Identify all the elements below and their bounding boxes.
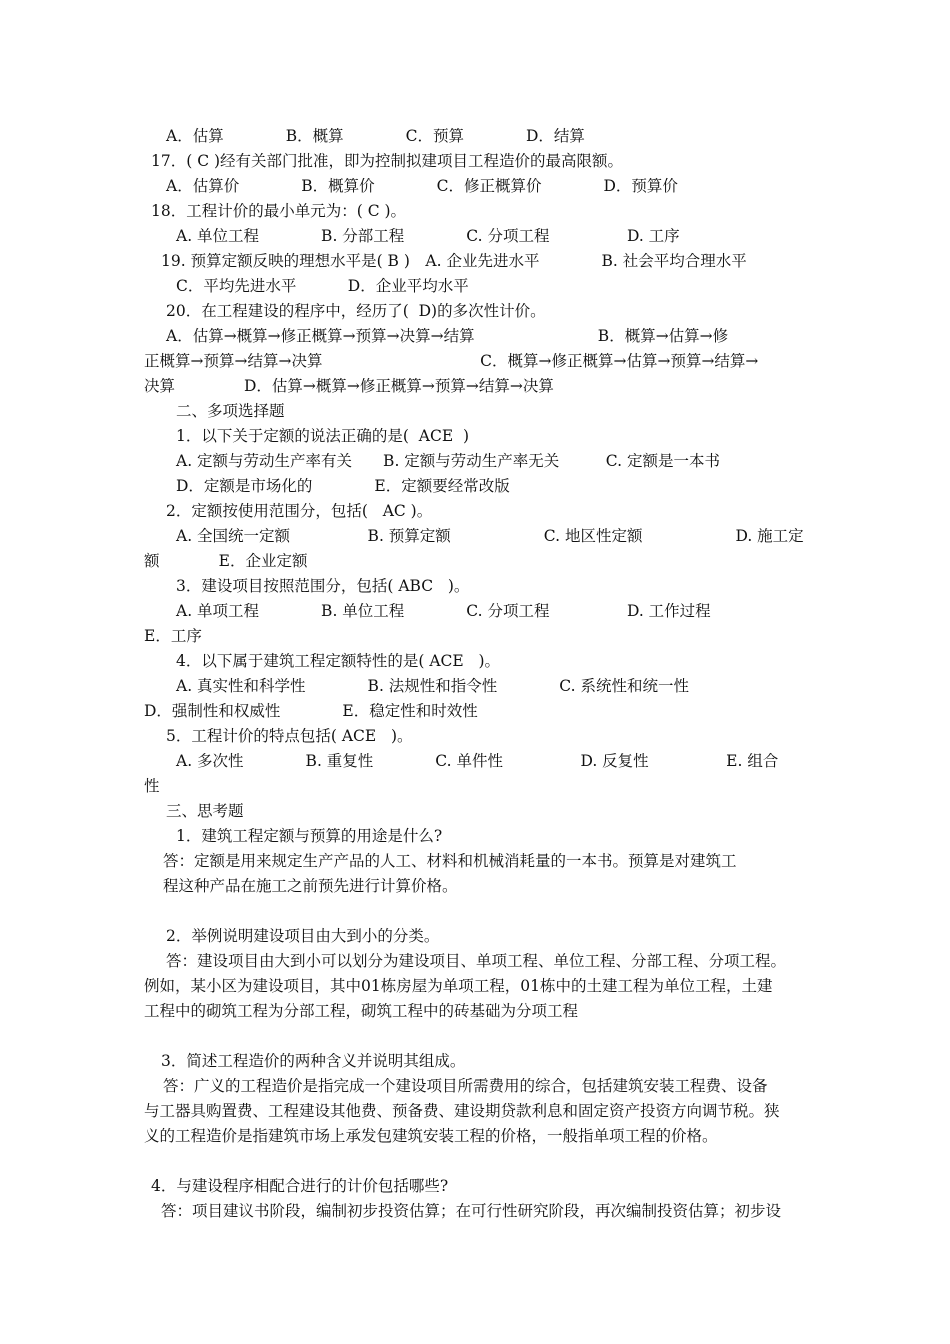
text-line: C．平均先进水平 D．企业平均水平 xyxy=(176,277,469,295)
text-line: 4．以下属于建筑工程定额特性的是( ACE )。 xyxy=(176,652,501,670)
text-line: 5．工程计价的特点包括( ACE )。 xyxy=(166,727,413,745)
text-line: A．估算→概算→修正概算→预算→决算→结算 B．概算→估算→修 xyxy=(166,327,729,345)
text-line: 4．与建设程序相配合进行的计价包括哪些? xyxy=(151,1177,449,1195)
text-line: 答：定额是用来规定生产产品的人工、材料和机械消耗量的一本书。预算是对建筑工 xyxy=(163,852,737,870)
text-line: 额 E．企业定额 xyxy=(144,552,308,570)
text-line: 程这种产品在施工之前预先进行计算价格。 xyxy=(163,877,458,895)
text-line: 性 xyxy=(144,777,160,795)
text-line: 1．以下关于定额的说法正确的是( ACE ) xyxy=(176,427,470,445)
text-line: 18．工程计价的最小单元为：( C )。 xyxy=(151,202,407,220)
text-line: 17．( C )经有关部门批准，即为控制拟建项目工程造价的最高限额。 xyxy=(151,152,624,170)
text-line: 19. 预算定额反映的理想水平是( B ) A. 企业先进水平 B. 社会平均合理水平 xyxy=(161,252,747,270)
text-line: 3．建设项目按照范围分，包括( ABC )。 xyxy=(176,577,470,595)
text-line: 2．定额按使用范围分，包括( AC )。 xyxy=(166,502,433,520)
text-line: D．定额是市场化的 E．定额要经常改版 xyxy=(176,477,510,495)
text-line: 3．简述工程造价的两种含义并说明其组成。 xyxy=(161,1052,466,1070)
text-line: 答：广义的工程造价是指完成一个建设项目所需费用的综合，包括建筑安装工程费、设备 xyxy=(163,1077,768,1095)
text-line: 正概算→预算→结算→决算 C．概算→修正概算→估算→预算→结算→ xyxy=(144,352,759,370)
text-line: A. 全国统一定额 B. 预算定额 C. 地区性定额 D. 施工定 xyxy=(176,527,804,545)
text-line: 三、思考题 xyxy=(166,802,244,820)
text-line: 二、多项选择题 xyxy=(176,402,285,420)
text-line: A. 定额与劳动生产率有关 B. 定额与劳动生产率无关 C. 定额是一本书 xyxy=(176,452,720,470)
text-line: 答：建设项目由大到小可以划分为建设项目、单项工程、单位工程、分部工程、分项工程。 xyxy=(166,952,787,970)
text-line: A．估算价 B．概算价 C．修正概算价 D．预算价 xyxy=(166,177,678,195)
text-line: A. 单项工程 B. 单位工程 C. 分项工程 D. 工作过程 xyxy=(176,602,711,620)
text-line: D．强制性和权威性 E．稳定性和时效性 xyxy=(144,702,478,720)
text-line: A. 多次性 B. 重复性 C. 单件性 D. 反复性 E. 组合 xyxy=(176,752,779,770)
text-line: 决算 D．估算→概算→修正概算→预算→结算→决算 xyxy=(144,377,554,395)
text-line: 与工器具购置费、工程建设其他费、预备费、建设期贷款利息和固定资产投资方向调节税。狭 xyxy=(144,1102,780,1120)
text-line: A. 真实性和科学性 B. 法规性和指令性 C. 系统性和统一性 xyxy=(176,677,689,695)
text-line: 答：项目建议书阶段，编制初步投资估算；在可行性研究阶段，再次编制投资估算；初步设 xyxy=(161,1202,782,1220)
text-line: 2．举例说明建设项目由大到小的分类。 xyxy=(166,927,440,945)
text-line: 1．建筑工程定额与预算的用途是什么? xyxy=(176,827,443,845)
text-line: 工程中的砌筑工程为分部工程，砌筑工程中的砖基础为分项工程 xyxy=(144,1002,579,1020)
text-line: 20．在工程建设的程序中，经历了( D)的多次性计价。 xyxy=(166,302,546,320)
text-line: 义的工程造价是指建筑市场上承发包建筑安装工程的价格，一般指单项工程的价格。 xyxy=(144,1127,718,1145)
text-line: 例如，某小区为建设项目，其中01栋房屋为单项工程，01栋中的土建工程为单位工程，土建 xyxy=(144,977,773,995)
text-line: A. 单位工程 B. 分部工程 C. 分项工程 D. 工序 xyxy=(176,227,680,245)
text-line: A．估算 B．概算 C．预算 D．结算 xyxy=(166,127,585,145)
text-line: E．工序 xyxy=(144,627,202,645)
